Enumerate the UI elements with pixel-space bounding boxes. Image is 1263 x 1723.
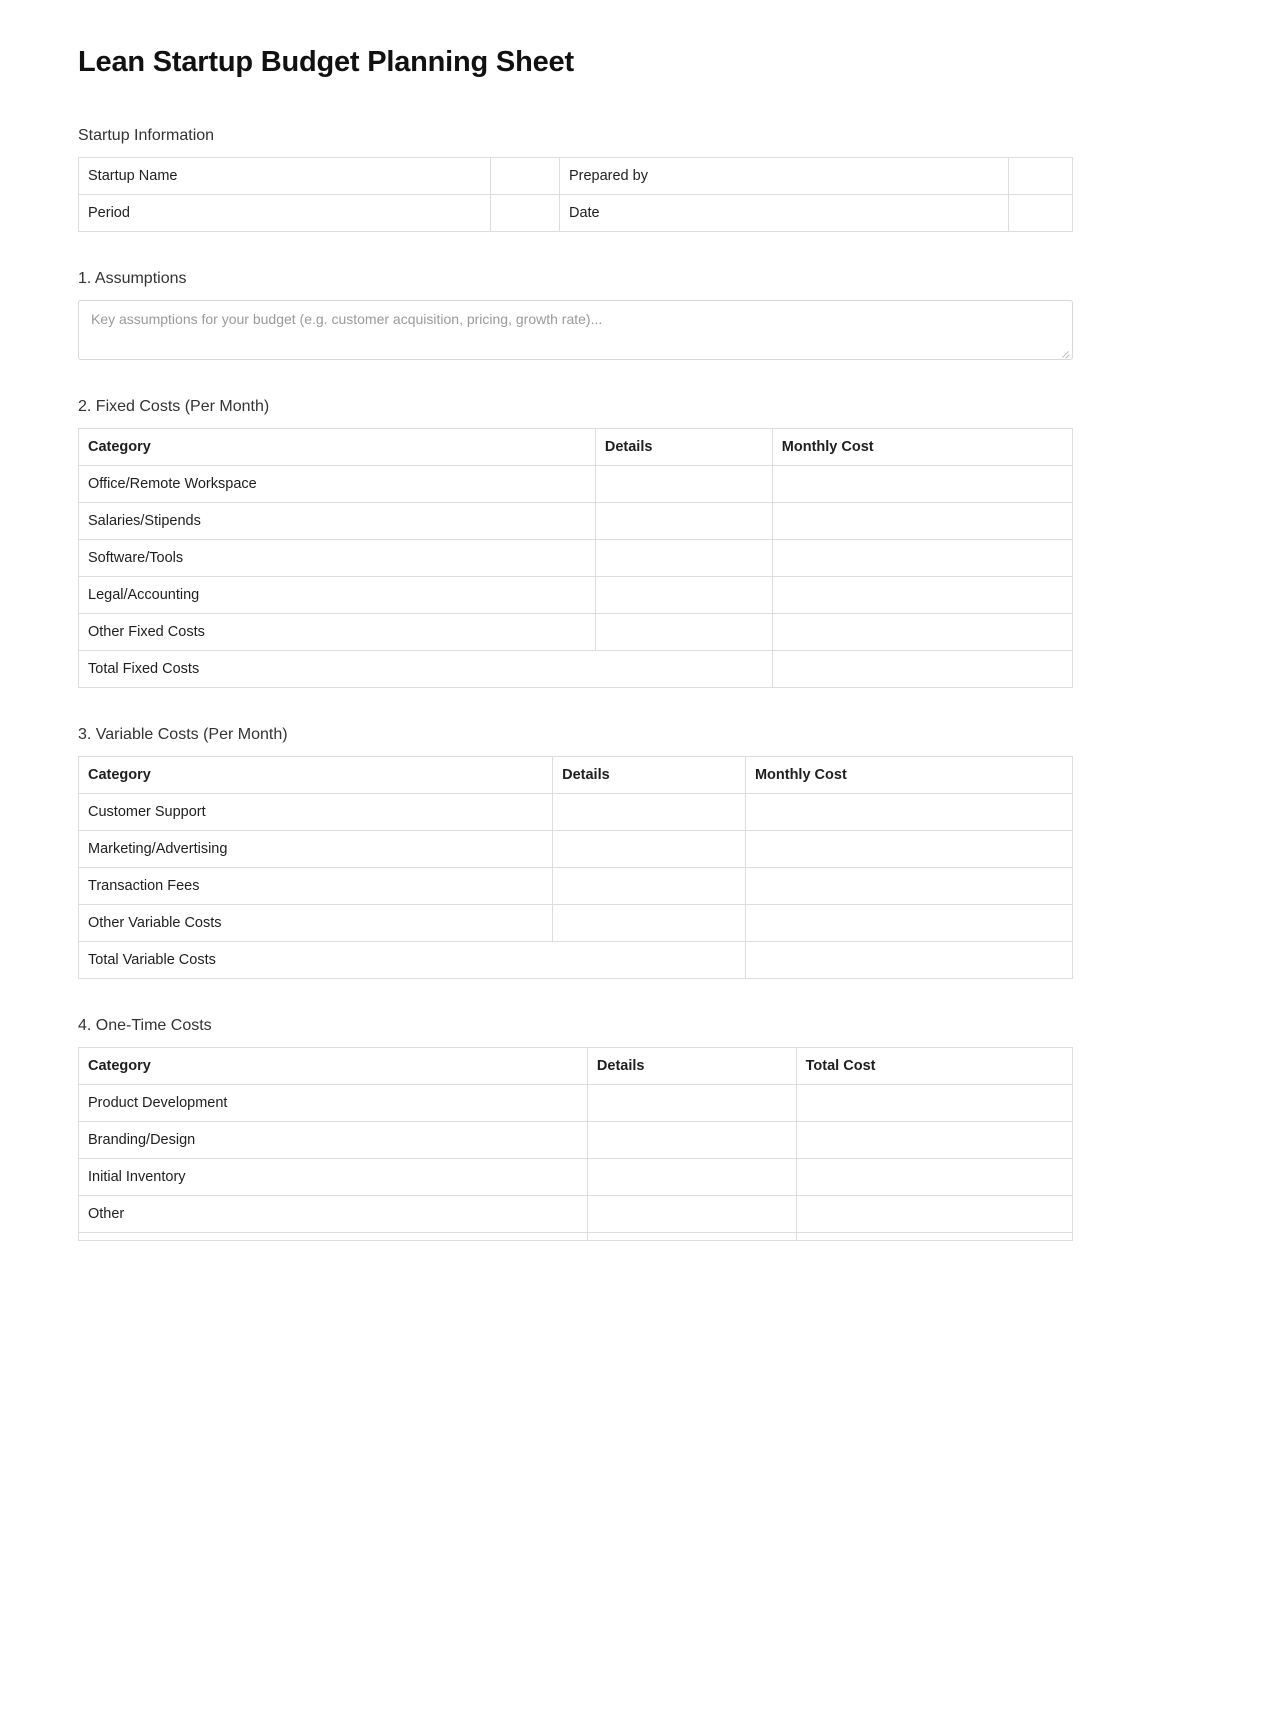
table-row [79, 614, 1073, 651]
table-row [79, 1159, 1073, 1196]
cell-details[interactable] [587, 1122, 796, 1159]
table-row [79, 1196, 1073, 1233]
column-header-details: Details [553, 757, 746, 794]
section-heading-fixed-costs: 2. Fixed Costs (Per Month) [78, 398, 270, 415]
fixed-costs-table [78, 428, 1073, 688]
column-header-monthly-cost: Monthly Cost [772, 429, 1072, 466]
table-row [79, 831, 1073, 868]
table-row [79, 540, 1073, 577]
label-prepared-by: Prepared by [559, 158, 1008, 195]
label-total-fixed-costs: Total Fixed Costs [79, 651, 773, 688]
one-time-costs-table [78, 1047, 1073, 1241]
cell-category: Product Development [79, 1085, 588, 1122]
table-header-row [79, 429, 1073, 466]
cell-category: Initial Inventory [79, 1159, 588, 1196]
column-header-details: Details [595, 429, 772, 466]
cell-cost[interactable] [745, 794, 1072, 831]
startup-information-table [78, 157, 1073, 232]
cell-details[interactable] [595, 540, 772, 577]
section-heading-variable-costs: 3. Variable Costs (Per Month) [78, 726, 288, 743]
table-row [79, 1085, 1073, 1122]
table-row [79, 794, 1073, 831]
field-startup-name[interactable] [490, 158, 559, 195]
column-header-category: Category [79, 1048, 588, 1085]
field-date[interactable] [1008, 195, 1072, 232]
cell-category: Other [79, 1196, 588, 1233]
cell-details[interactable] [595, 577, 772, 614]
cell-cost[interactable] [745, 905, 1072, 942]
cell-details[interactable] [587, 1196, 796, 1233]
table-row [79, 158, 1073, 195]
cell-details[interactable] [595, 503, 772, 540]
cell-details[interactable] [553, 905, 746, 942]
cell-cost[interactable] [772, 614, 1072, 651]
column-header-monthly-cost: Monthly Cost [745, 757, 1072, 794]
cell-category: Other Fixed Costs [79, 614, 596, 651]
cell-category: Legal/Accounting [79, 577, 596, 614]
cell-category: Office/Remote Workspace [79, 466, 596, 503]
section-heading-one-time-costs: 4. One-Time Costs [78, 1017, 212, 1034]
cell-cost[interactable] [745, 868, 1072, 905]
page-title: Lean Startup Budget Planning Sheet [78, 46, 574, 78]
cell-category: Marketing/Advertising [79, 831, 553, 868]
cell-cost[interactable] [796, 1196, 1072, 1233]
cell-details[interactable] [595, 466, 772, 503]
label-period: Period [79, 195, 491, 232]
cell-details[interactable] [553, 868, 746, 905]
cell-details[interactable] [587, 1233, 796, 1241]
cell-category: Salaries/Stipends [79, 503, 596, 540]
column-header-category: Category [79, 757, 553, 794]
value-total-fixed-costs[interactable] [772, 651, 1072, 688]
table-row [79, 577, 1073, 614]
cell-category: Other Variable Costs [79, 905, 553, 942]
section-heading-assumptions: 1. Assumptions [78, 270, 187, 287]
label-total-variable-costs: Total Variable Costs [79, 942, 746, 979]
label-date: Date [559, 195, 1008, 232]
table-row [79, 905, 1073, 942]
table-total-row [79, 942, 1073, 979]
cell-details[interactable] [553, 794, 746, 831]
field-period[interactable] [490, 195, 559, 232]
cell-category: Transaction Fees [79, 868, 553, 905]
cell-cost[interactable] [796, 1085, 1072, 1122]
column-header-details: Details [587, 1048, 796, 1085]
table-row [79, 195, 1073, 232]
column-header-total-cost: Total Cost [796, 1048, 1072, 1085]
cell-cost[interactable] [796, 1159, 1072, 1196]
cell-cost[interactable] [796, 1233, 1072, 1241]
cell-cost[interactable] [772, 577, 1072, 614]
cell-cost[interactable] [772, 540, 1072, 577]
cell-category [79, 1233, 588, 1241]
cell-details[interactable] [553, 831, 746, 868]
assumptions-field-wrapper [78, 300, 1073, 360]
label-startup-name: Startup Name [79, 158, 491, 195]
table-row [79, 466, 1073, 503]
table-row [79, 868, 1073, 905]
cell-cost[interactable] [772, 466, 1072, 503]
cell-cost[interactable] [772, 503, 1072, 540]
cell-details[interactable] [587, 1085, 796, 1122]
table-row [79, 503, 1073, 540]
cell-details[interactable] [587, 1159, 796, 1196]
value-total-variable-costs[interactable] [745, 942, 1072, 979]
table-row-partial [79, 1233, 1073, 1241]
variable-costs-table [78, 756, 1073, 979]
table-header-row [79, 757, 1073, 794]
cell-cost[interactable] [745, 831, 1072, 868]
cell-category: Software/Tools [79, 540, 596, 577]
column-header-category: Category [79, 429, 596, 466]
cell-category: Customer Support [79, 794, 553, 831]
table-row [79, 1122, 1073, 1159]
cell-category: Branding/Design [79, 1122, 588, 1159]
field-prepared-by[interactable] [1008, 158, 1072, 195]
cell-details[interactable] [595, 614, 772, 651]
table-header-row [79, 1048, 1073, 1085]
table-total-row [79, 651, 1073, 688]
section-heading-startup-information: Startup Information [78, 127, 215, 144]
cell-cost[interactable] [796, 1122, 1072, 1159]
assumptions-input[interactable] [78, 300, 1073, 360]
